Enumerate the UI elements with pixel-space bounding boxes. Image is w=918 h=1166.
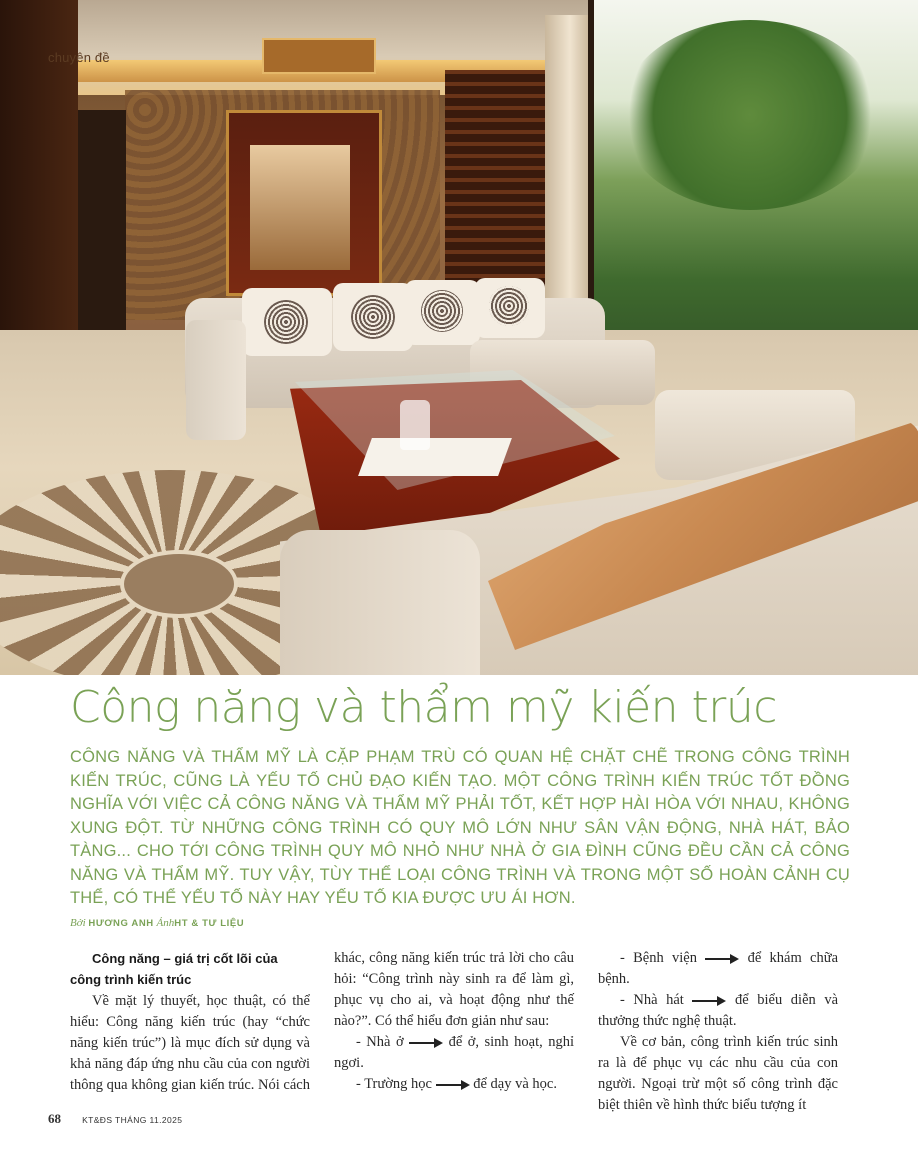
byline-prefix: Bởi — [70, 917, 86, 929]
list-term: - Trường học — [356, 1076, 432, 1092]
cushion — [242, 288, 332, 356]
list-item — [334, 1074, 574, 1095]
floor-medallion-center — [120, 550, 238, 618]
page-number: 68 — [48, 1111, 61, 1126]
list-desc: để ở, sinh hoạt, nghỉ ngơi. — [334, 1034, 575, 1071]
body-paragraph: Về cơ bản, công trình kiến trúc sinh ra là để phục vụ các nhu cầu của con người. Ngoại trừ một số công trình đặc biệt thiên về hình thức biểu tượng ít — [598, 1034, 838, 1113]
byline-photo: HT & TƯ LIỆU — [174, 918, 245, 929]
arrow-icon — [705, 954, 739, 964]
arrow-icon — [692, 996, 726, 1006]
arrow-icon — [409, 1038, 443, 1048]
cushion — [333, 283, 413, 351]
list-desc: để biểu diễn và thưởng thức nghệ thuật. — [598, 992, 839, 1029]
article-lead: CÔNG NĂNG VÀ THẨM MỸ LÀ CẶP PHẠM TRÙ CÓ QUAN HỆ CHẶT CHẼ TRONG CÔNG TRÌNH KIẾN TRÚC, CŨNG LÀ YẾU TỐ CHỦ ĐẠO KIẾN TẠO. MỘT CÔNG TRÌNH KIẾN TRÚC TỐT ĐỒNG NGHĨA VỚI VIỆC CẢ CÔNG NĂNG VÀ THẨM MỸ PHẢI TỐT, KẾT HỢP HÀI HÒA VỚI NHAU, KHÔNG XUNG ĐỘT. TỪ NHỮNG CÔNG TRÌNH CÓ QUY MÔ LỚN NHƯ SÂN VẬN ĐỘNG, NHÀ HÁT, BẢO TÀNG... CHO TỚI CÔNG TRÌNH QUY MÔ NHỎ NHƯ NHÀ Ở GIA ĐÌNH CŨNG ĐỀU CẦN CẢ CÔNG NĂNG VÀ THẨM MỸ. TUY VẬY, TÙY THỂ LOẠI CÔNG TRÌNH VÀ TRONG MỘT SỐ HOÀN CẢNH CỤ THỂ, CÓ THỂ YẾU TỐ NÀY HAY YẾU TỐ KIA ĐƯỢC ƯU ÁI HƠN. — [70, 748, 850, 907]
list-item — [334, 1032, 574, 1074]
list-term: - Nhà hát — [620, 992, 684, 1008]
magazine-issue: KT&ĐS THÁNG 11.2025 — [82, 1115, 183, 1125]
byline-author: HƯƠNG ANH — [88, 918, 154, 929]
heading-line-2: công trình kiến trúc — [70, 972, 192, 987]
heading-line-1: Công năng – giá trị cốt lõi của — [92, 951, 278, 966]
article-title: Công năng và thẩm mỹ kiến trúc — [70, 682, 777, 733]
cushion — [475, 278, 545, 338]
cushion — [405, 280, 480, 345]
water-pitcher — [400, 400, 430, 450]
section-heading — [70, 948, 310, 990]
sofa-arm — [186, 320, 246, 440]
list-term: - Bệnh viện — [620, 950, 697, 966]
table-runner — [358, 438, 512, 476]
section-tag: chuyên đề — [48, 50, 110, 65]
byline-photo-prefix: Ảnh — [156, 917, 175, 929]
list-term: - Nhà ở — [356, 1034, 404, 1050]
list-item — [598, 990, 838, 1032]
column-1 — [70, 948, 310, 1096]
column-3 — [598, 948, 838, 1116]
left-doorway — [78, 110, 126, 330]
list-desc: để khám chữa bệnh. — [598, 950, 839, 987]
cabinet-glass — [250, 145, 350, 270]
page-footer — [48, 1111, 448, 1127]
window-frame — [588, 0, 594, 330]
byline — [70, 917, 570, 929]
body-paragraph: khác, công năng kiến trúc trả lời cho câu hỏi: “Công trình này sinh ra để làm gì, phục vụ cho ai, và hoạt động như thế nào?”. Có thể hiểu đơn giản như sau: — [334, 950, 574, 1029]
body-paragraph: Về mặt lý thuyết, học thuật, có thể hiểu: Công năng kiến trúc (hay “chức năng kiến trúc”) là mục đích sử dụng và khả năng đáp ứng nhu cầu của con người thông qua không gian kiến trúc. Nói cách — [70, 993, 310, 1093]
sofa-arm-front — [280, 530, 480, 675]
ceiling-ornament — [262, 38, 376, 74]
carved-screen — [445, 70, 545, 310]
column-2 — [334, 948, 574, 1095]
tree-canopy — [620, 20, 880, 210]
list-desc: để dạy và học. — [473, 1076, 557, 1092]
list-item — [598, 948, 838, 990]
arrow-icon — [436, 1080, 470, 1090]
